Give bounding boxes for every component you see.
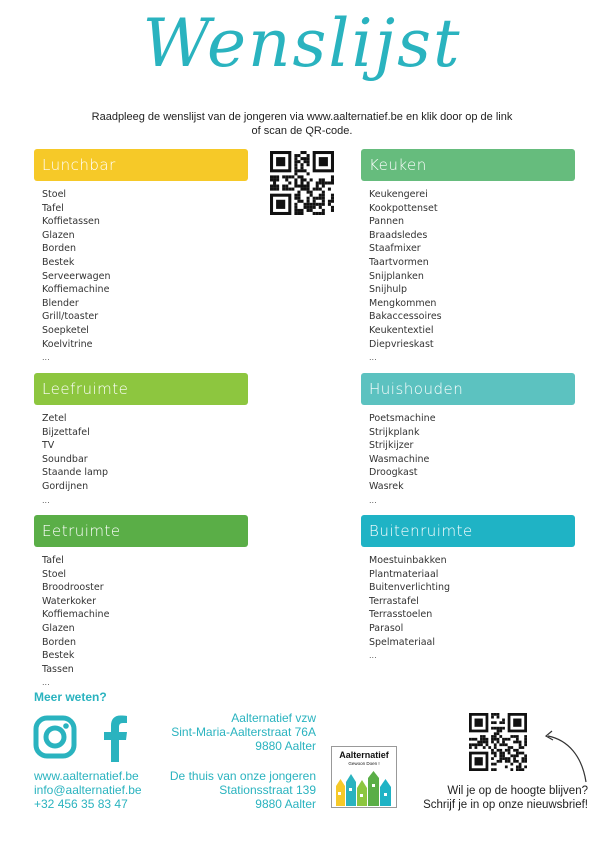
list-item: Staafmixer (369, 243, 421, 255)
list-item: Waterkoker (42, 595, 96, 607)
list-item: Wasmachine (369, 453, 430, 465)
house-city: 9880 Aalter (255, 797, 316, 811)
intro-text (60, 110, 544, 138)
list-item: Staande lamp (42, 467, 109, 479)
section-header-huishouden: Huishouden (361, 373, 575, 405)
list-item: Borden (42, 243, 76, 255)
list-item: Bijzettafel (42, 426, 90, 438)
list-item: Strijkplank (369, 426, 420, 438)
curved-arrow-icon (540, 726, 590, 790)
page-title: Wenslijst (142, 5, 462, 82)
list-item: Glazen (42, 229, 75, 241)
contact-block (34, 769, 142, 811)
item-list-keuken (361, 188, 575, 365)
list-item: Pannen (369, 216, 405, 228)
list-item: Bestek (42, 256, 75, 268)
list-item: Moestuinbakken (369, 555, 447, 566)
list-item: Koelvitrine (42, 338, 93, 350)
item-list-leefruimte (34, 412, 248, 507)
section-eetruimte (34, 515, 248, 690)
item-list-buitenruimte (361, 554, 575, 663)
list-item: Diepvrieskast (369, 338, 434, 350)
section-header-lunchbar: Lunchbar (34, 149, 248, 181)
list-item: Serveerwagen (42, 270, 111, 282)
list-item: Tafel (42, 555, 64, 566)
phone-number[interactable]: +32 456 35 83 47 (34, 797, 128, 811)
list-item: Terrastafel (369, 595, 419, 607)
list-item: Zetel (42, 413, 67, 424)
org-street: Sint-Maria-Aalterstraat 76A (171, 725, 316, 739)
list-item: Stoel (42, 189, 67, 200)
list-item: Kookpottenset (369, 202, 438, 214)
section-header-buitenruimte: Buitenruimte (361, 515, 575, 547)
newsletter-line-2[interactable]: Schrijf je in op onze nieuwsbrief! (423, 799, 588, 811)
list-item-more: ... (369, 495, 377, 505)
aalternatief-logo (331, 746, 397, 808)
list-item: Koffiemachine (42, 284, 110, 296)
qr-code-icon[interactable] (469, 713, 527, 771)
item-list-lunchbar (34, 188, 248, 365)
item-list-eetruimte (34, 554, 248, 690)
section-header-leefruimte: Leefruimte (34, 373, 248, 405)
house-name: De thuis van onze jongeren (169, 769, 316, 783)
newsletter-line-1: Wil je op de hoogte blijven? (447, 785, 588, 797)
house-street: Stationsstraat 139 (219, 783, 316, 797)
list-item: Snijplanken (369, 270, 424, 282)
section-buitenruimte (361, 515, 575, 663)
list-item: Keukentextiel (369, 324, 434, 336)
list-item: Koffietassen (42, 216, 100, 228)
list-item: Strijkijzer (369, 440, 414, 452)
list-item: Keukengerei (369, 189, 428, 200)
logo-name: Aalternatief (339, 750, 389, 760)
item-list-huishouden (361, 412, 575, 507)
list-item: Bakaccessoires (369, 311, 442, 323)
list-item: Mengkommen (369, 297, 437, 309)
qr-code-icon[interactable] (270, 151, 334, 215)
list-item: Soundbar (42, 453, 88, 465)
org-address (171, 711, 316, 753)
list-item: Bestek (42, 650, 75, 662)
list-item: Taartvormen (369, 256, 429, 268)
logo-tagline: Gewoon Doen ! (348, 761, 380, 766)
list-item: Parasol (369, 622, 404, 634)
list-item-more: ... (42, 678, 50, 688)
list-item: Grill/toaster (42, 311, 99, 323)
list-item: Buitenverlichting (369, 582, 451, 594)
list-item-more: ... (42, 495, 50, 505)
list-item: Terrasstoelen (369, 609, 433, 621)
list-item: Koffiemachine (42, 609, 110, 621)
list-item: Gordijnen (42, 480, 89, 492)
list-item: Stoel (42, 568, 67, 580)
section-keuken (361, 149, 575, 365)
list-item-more: ... (42, 353, 50, 363)
logo-houses-icon (332, 768, 396, 808)
section-huishouden (361, 373, 575, 507)
instagram-icon[interactable] (33, 715, 77, 763)
list-item: Droogkast (369, 467, 418, 479)
list-item: Soepketel (42, 324, 89, 336)
intro-line-1: Raadpleeg de wenslijst van de jongeren via www.aalternatief.be en klik door op de link (91, 111, 513, 123)
section-lunchbar (34, 149, 248, 365)
facebook-icon[interactable] (102, 714, 128, 766)
section-leefruimte (34, 373, 248, 507)
list-item: Braadsledes (369, 229, 428, 241)
intro-line-2: of scan de QR-code. (251, 125, 353, 137)
house-address (170, 769, 316, 811)
list-item: Plantmateriaal (369, 568, 439, 580)
section-header-keuken: Keuken (361, 149, 575, 181)
org-name: Aalternatief vzw (231, 711, 316, 725)
list-item: Tafel (42, 202, 64, 214)
list-item: Spelmateriaal (369, 636, 436, 648)
meer-weten-heading: Meer weten? (34, 690, 107, 704)
section-header-eetruimte: Eetruimte (34, 515, 248, 547)
list-item: Snijhulp (369, 284, 408, 296)
list-item: Glazen (42, 622, 75, 634)
list-item: Tassen (42, 663, 74, 675)
list-item: Broodrooster (42, 582, 104, 594)
list-item-more: ... (369, 651, 377, 661)
list-item: Poetsmachine (369, 413, 436, 424)
newsletter-cta (423, 784, 588, 812)
list-item-more: ... (369, 353, 377, 363)
list-item: Borden (42, 636, 76, 648)
website-link[interactable]: www.aalternatief.be (34, 769, 139, 783)
list-item: Wasrek (369, 480, 404, 492)
email-link[interactable]: info@aalternatief.be (34, 783, 142, 797)
list-item: TV (42, 440, 55, 452)
list-item: Blender (42, 297, 79, 309)
org-city: 9880 Aalter (255, 739, 316, 753)
